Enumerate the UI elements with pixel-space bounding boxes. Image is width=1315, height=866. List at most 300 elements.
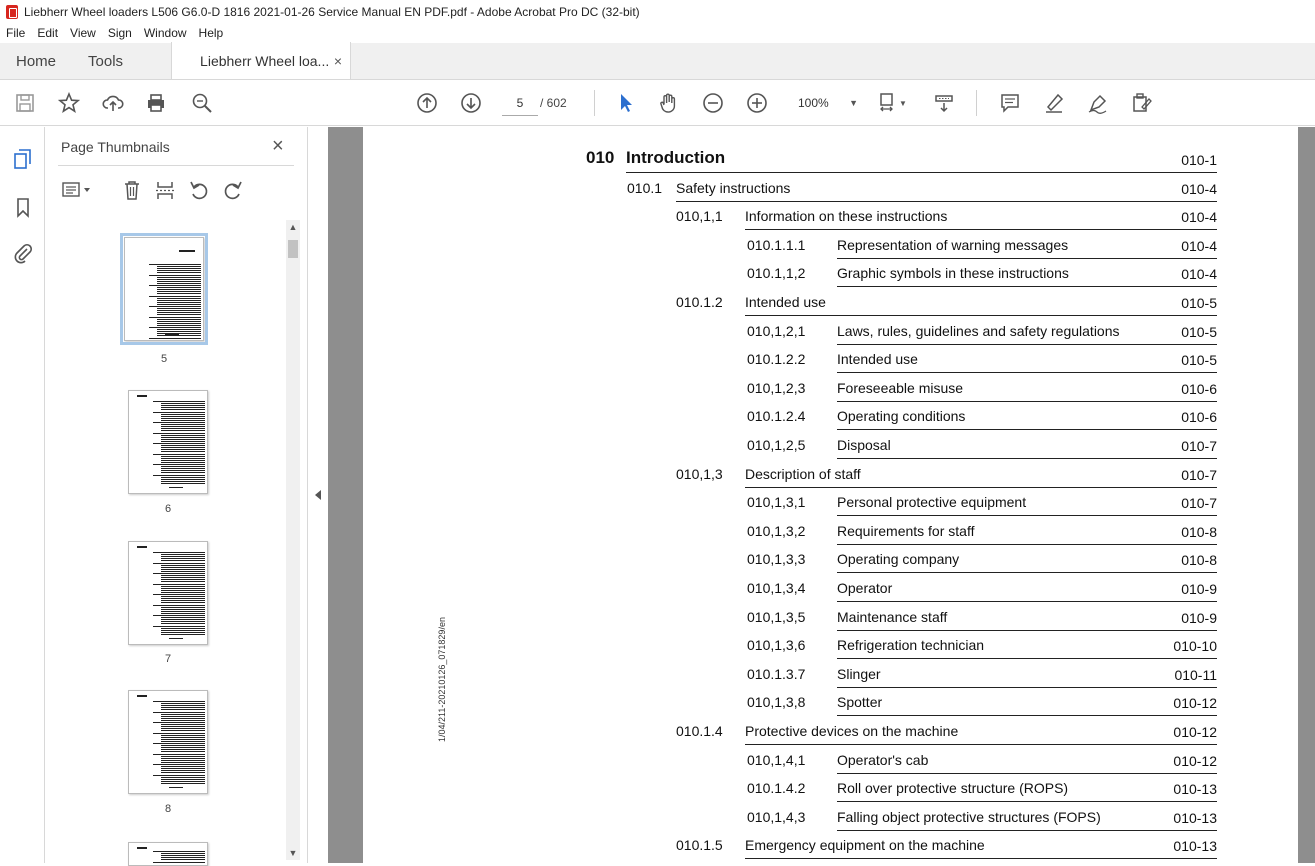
thumbnail-text-line xyxy=(161,724,205,725)
thumbnail-text-line xyxy=(161,623,205,624)
chevron-down-icon[interactable]: ▼ xyxy=(899,98,907,108)
thumbnail-text-line xyxy=(161,414,205,415)
thumbnail-text-line xyxy=(169,487,183,488)
thumbnail-text-line xyxy=(161,554,205,555)
toc-entry-title[interactable]: Falling object protective structures (FOPS) xyxy=(837,808,1101,825)
menu-window[interactable]: Window xyxy=(143,26,187,40)
thumbnail-text-line xyxy=(161,447,205,448)
acrobat-icon xyxy=(6,5,18,19)
toc-entry-page: 010-4 xyxy=(1181,266,1217,283)
thumbnails-panel xyxy=(46,127,307,863)
toc-entry-title[interactable]: Protective devices on the machine xyxy=(745,723,959,739)
thumbnail-text-line xyxy=(161,745,205,746)
star-icon[interactable] xyxy=(55,89,83,117)
toc-entry-page: 010-9 xyxy=(1181,581,1217,597)
thumbnail-text-line xyxy=(157,331,201,332)
page-thumbnail[interactable] xyxy=(128,541,208,645)
toc-entry-rule xyxy=(837,544,1217,545)
thumbnail-text-line xyxy=(157,323,201,324)
toc-entry-rule xyxy=(837,630,1217,631)
thumbnail-text-line xyxy=(161,590,205,591)
thumbnail-text-line xyxy=(161,853,205,854)
toc-entry-page: 010-8 xyxy=(1181,523,1217,540)
thumbnail-text-line xyxy=(161,779,205,780)
thumbnail-text-line xyxy=(153,626,205,627)
toc-entry-page: 010-5 xyxy=(1181,323,1217,340)
toc-entry-rule xyxy=(837,658,1217,659)
thumbnail-text-line xyxy=(161,477,205,478)
thumbnail-text-line xyxy=(161,569,205,570)
thumbnail-text-line xyxy=(161,634,205,635)
toc-entry-title[interactable]: Roll over protective structure (ROPS) xyxy=(837,780,1069,797)
tab-close-icon[interactable]: × xyxy=(333,52,343,69)
thumbnail-text-line xyxy=(161,760,205,761)
thumbnail-text-line xyxy=(157,329,201,330)
panel-collapse-handle[interactable] xyxy=(307,127,328,863)
thumbnail-page-number: 6 xyxy=(164,503,172,515)
thumbnails-scrollbar[interactable] xyxy=(286,220,300,860)
thumbnail-text-line xyxy=(169,638,183,639)
toc-entry-page: 010-5 xyxy=(1181,295,1217,311)
scroll-mode-icon[interactable] xyxy=(930,89,958,117)
toc-entry-rule xyxy=(837,515,1217,516)
toc-entry-title[interactable]: Intended use xyxy=(837,351,918,368)
thumbnail-text-line xyxy=(161,456,205,457)
thumbnail-page-number: 7 xyxy=(164,653,172,665)
thumbnail-text-line xyxy=(161,751,205,752)
window-title: Liebherr Wheel loaders L506 G6.0-D 1816 2021-01-26 Service Manual EN PDF.pdf - Adobe Acrobat Pro DC (32-bit) xyxy=(24,4,640,19)
scroll-down-icon[interactable]: ▼ xyxy=(288,848,298,858)
menu-sign[interactable]: Sign xyxy=(107,26,132,40)
thumbnail-text-line xyxy=(161,472,205,473)
thumbnail-text-line xyxy=(161,611,205,612)
thumbnail-text-line xyxy=(137,695,147,697)
save-icon[interactable] xyxy=(11,89,39,117)
toc-entry-page: 010-7 xyxy=(1181,438,1217,454)
thumbnail-text-line xyxy=(153,754,205,755)
thumbnail-text-line xyxy=(149,306,201,307)
toc-entry-title[interactable]: Operator's cab xyxy=(837,751,929,768)
thumbnail-text-line xyxy=(157,300,201,301)
thumbnail-text-line xyxy=(153,563,205,564)
toc-entry-number: 010,1,4,3 xyxy=(747,808,806,825)
thumbnail-text-line xyxy=(161,577,205,578)
toc-entry-title[interactable]: Emergency equipment on the machine xyxy=(745,837,985,854)
thumbnail-text-line xyxy=(169,787,183,788)
menu-edit[interactable]: Edit xyxy=(37,26,59,40)
scroll-up-icon[interactable]: ▲ xyxy=(288,222,298,232)
thumbnail-text-line xyxy=(153,594,205,595)
thumbnail-text-line xyxy=(161,409,205,410)
document-view[interactable] xyxy=(328,127,1315,863)
thumbnail-text-line xyxy=(153,851,205,852)
thumbnail-text-line xyxy=(161,718,205,719)
toc-entry-number: 010,1,2,3 xyxy=(747,379,806,396)
thumbnail-text-line xyxy=(153,464,205,465)
thumbnail-text-line xyxy=(161,462,205,463)
thumbnail-text-line xyxy=(161,451,205,452)
toc-entry-number: 010.1.3.7 xyxy=(747,665,806,682)
thumbnail-text-line xyxy=(161,428,205,429)
thumbnail-text-line xyxy=(161,617,205,618)
toc-entry-number: 010,1,3,8 xyxy=(747,694,806,711)
tab-bar xyxy=(0,43,1315,80)
toc-entry-number: 010,1,3,6 xyxy=(747,637,806,654)
thumbnail-text-line xyxy=(153,552,205,553)
sign-pen-icon[interactable] xyxy=(1084,89,1112,117)
attachment-icon[interactable] xyxy=(11,241,35,265)
thumbnail-text-line xyxy=(149,275,201,276)
toc-entry-title[interactable]: Intended use xyxy=(745,294,826,310)
thumbnail-text-line xyxy=(161,596,205,597)
toc-entry-title[interactable]: Personal protective equipment xyxy=(837,494,1027,511)
thumbnail-text-line xyxy=(157,272,201,273)
hand-tool-icon[interactable] xyxy=(655,89,683,117)
thumbnail-text-line xyxy=(161,630,205,631)
highlight-pen-icon[interactable] xyxy=(1040,89,1068,117)
thumbnail-text-line xyxy=(161,470,205,471)
tab-home[interactable]: Home xyxy=(16,52,57,70)
thumbnail-text-line xyxy=(153,862,205,863)
toc-entry-number: 010,1,3,5 xyxy=(747,608,806,625)
toc-entry-title[interactable]: Operator xyxy=(837,580,893,596)
thumbnail-text-line xyxy=(161,483,205,484)
menu-file[interactable]: File xyxy=(6,26,26,40)
thumbnail-text-line xyxy=(161,481,205,482)
thumbnail-text-line xyxy=(153,401,205,402)
thumbnail-text-line xyxy=(153,775,205,776)
thumbnail-text-line xyxy=(153,584,205,585)
toolbar-divider xyxy=(976,90,977,116)
toc-entry-page: 010-4 xyxy=(1181,180,1217,197)
thumbnail-text-line xyxy=(153,412,205,413)
thumbnail-text-line xyxy=(161,571,205,572)
page-thumbnail[interactable] xyxy=(128,390,208,494)
thumbnail-text-line xyxy=(153,712,205,713)
thumbnail-text-line xyxy=(161,598,205,599)
thumbnail-text-line xyxy=(157,304,201,305)
thumbnail-text-line xyxy=(153,443,205,444)
toc-entry-page: 010-13 xyxy=(1173,809,1217,826)
thumbnail-text-line xyxy=(161,632,205,633)
thumbnail-text-line xyxy=(161,458,205,459)
toc-entry-rule xyxy=(837,429,1217,430)
toc-entry-title[interactable]: Maintenance staff xyxy=(837,608,948,625)
toc-entry-page: 010-9 xyxy=(1181,609,1217,626)
thumbnail-text-line xyxy=(161,468,205,469)
thumbnail-text-line xyxy=(161,720,205,721)
thumbnail-text-line xyxy=(153,722,205,723)
thumbnail-text-line xyxy=(161,565,205,566)
thumbnail-text-line xyxy=(153,605,205,606)
thumbnail-page-number: 5 xyxy=(160,353,168,365)
thumbnail-text-line xyxy=(161,628,205,629)
toc-entry-page: 010-4 xyxy=(1181,237,1217,254)
toc-entry-rule xyxy=(626,172,1217,173)
thumbnail-text-line xyxy=(161,859,205,860)
pdf-page xyxy=(363,127,1298,863)
page-number-input[interactable]: 5 xyxy=(502,90,538,116)
toc-entry-page: 010-10 xyxy=(1173,638,1217,655)
toc-entry-title[interactable]: Introduction xyxy=(626,148,726,167)
thumbnail-text-line xyxy=(161,430,205,431)
thumbnail-text-line xyxy=(157,333,201,334)
thumbnail-text-line xyxy=(157,289,201,290)
thumbnail-text-line xyxy=(149,317,201,318)
toc-entry-title[interactable]: Spotter xyxy=(837,694,883,711)
thumbnail-text-line xyxy=(161,703,205,704)
scrollbar-track[interactable] xyxy=(286,220,300,860)
toc-entry-title[interactable]: Representation of warning messages xyxy=(837,236,1069,253)
thumbnail-text-line xyxy=(161,586,205,587)
thumbnail-text-line xyxy=(153,422,205,423)
extract-pages-icon[interactable] xyxy=(152,177,178,203)
toc-entry-page: 010-13 xyxy=(1173,838,1217,855)
toc-entry-page: 010-11 xyxy=(1174,666,1217,683)
page-thumbnail[interactable] xyxy=(128,842,208,866)
zoom-select[interactable] xyxy=(790,90,858,116)
toc-entry-page: 010-12 xyxy=(1173,724,1217,740)
toc-entry-number: 010.1.2 xyxy=(676,294,723,310)
tab-tools[interactable]: Tools xyxy=(88,52,124,70)
thumbnail-text-line xyxy=(157,291,201,292)
thumbnail-text-line xyxy=(161,602,205,603)
thumbnail-text-line xyxy=(161,579,205,580)
thumbnail-text-line xyxy=(161,707,205,708)
thumbnail-text-line xyxy=(153,743,205,744)
thumbnail-text-line xyxy=(161,855,205,856)
menu-help[interactable]: Help xyxy=(198,26,224,40)
toc-entry-number: 010,1,3,2 xyxy=(747,522,806,539)
menu-bar xyxy=(0,23,1315,43)
title-bar xyxy=(0,0,1315,23)
fill-sign-icon[interactable] xyxy=(1128,89,1156,117)
toc-entry-number: 010,1,3,1 xyxy=(747,494,806,511)
menu-view[interactable]: View xyxy=(70,26,96,40)
thumbnail-text-line xyxy=(161,420,205,421)
toc-entry-number: 010,1,3,4 xyxy=(747,580,806,596)
tab-document-label: Liebherr Wheel loa... xyxy=(200,52,330,69)
zoom-out-icon[interactable] xyxy=(699,89,727,117)
toc-entry-title[interactable]: Operating conditions xyxy=(837,408,966,425)
thumbnail-text-line xyxy=(161,567,205,568)
thumbnail-text-line xyxy=(161,747,205,748)
toc-entry-page: 010-1 xyxy=(1181,152,1217,168)
thumbnail-text-line xyxy=(161,737,205,738)
thumbnail-text-line xyxy=(161,705,205,706)
thumbnail-text-line xyxy=(161,728,205,729)
thumbnail-text-line xyxy=(161,709,205,710)
delete-icon[interactable] xyxy=(119,177,145,203)
next-page-icon[interactable] xyxy=(457,89,485,117)
thumbnail-text-line xyxy=(153,615,205,616)
toc-entry-title[interactable]: Safety instructions xyxy=(676,179,791,196)
thumbnail-text-line xyxy=(161,575,205,576)
toc-entry-number: 010.1.5 xyxy=(676,837,723,854)
thumbnail-text-line xyxy=(161,556,205,557)
divider xyxy=(58,165,294,166)
toc-entry-number: 010.1 xyxy=(627,179,663,196)
thumbnail-text-line xyxy=(165,334,179,335)
thumbnail-text-line xyxy=(161,437,205,438)
thumbnail-text-line xyxy=(149,285,201,286)
thumbnail-text-line xyxy=(161,762,205,763)
thumbnail-text-line xyxy=(157,298,201,299)
left-rail xyxy=(0,127,45,863)
toc-entry-page: 010-12 xyxy=(1173,752,1217,769)
toc-entry-page: 010-6 xyxy=(1181,409,1217,426)
thumbnail-text-line xyxy=(161,418,205,419)
thumbnail-text-line xyxy=(161,857,205,858)
toc-entry-title[interactable]: Operating company xyxy=(837,551,960,568)
toc-entry-number: 010,1,3 xyxy=(676,465,723,482)
thumbnail-text-line xyxy=(157,283,201,284)
thumbnail-text-line xyxy=(157,277,201,278)
thumbnail-text-line xyxy=(157,312,201,313)
toc-entry-title[interactable]: Information on these instructions xyxy=(745,208,948,225)
page-thumbnails-icon[interactable] xyxy=(11,147,35,171)
page-thumbnail[interactable] xyxy=(124,237,204,341)
toc-entry-rule xyxy=(745,315,1217,316)
main-toolbar xyxy=(0,80,1315,126)
thumbnail-text-line xyxy=(157,310,201,311)
comment-icon[interactable] xyxy=(996,89,1024,117)
thumbnail-text-line xyxy=(161,449,205,450)
zoom-value: 100% xyxy=(798,96,829,110)
thumbnail-text-line xyxy=(153,764,205,765)
toc-entry-rule xyxy=(837,258,1217,259)
toc-entry-number: 010.1.4 xyxy=(676,723,723,739)
thumbnail-text-line xyxy=(161,445,205,446)
toc-entry-rule xyxy=(676,201,1217,202)
thumbnail-text-line xyxy=(161,749,205,750)
bookmark-icon[interactable] xyxy=(11,195,35,219)
toc-entry-title[interactable]: Refrigeration technician xyxy=(837,637,985,654)
thumbnail-text-line xyxy=(161,766,205,767)
thumbnail-text-line xyxy=(153,454,205,455)
thumbnail-text-line xyxy=(161,714,205,715)
thumbnail-text-line xyxy=(161,407,205,408)
toc-entry-rule xyxy=(837,601,1217,602)
zoom-in-icon[interactable] xyxy=(743,89,771,117)
thumbnail-text-line xyxy=(149,296,201,297)
thumbnail-text-line xyxy=(161,768,205,769)
toc-entry-title[interactable]: Description of staff xyxy=(745,465,861,482)
chevron-down-icon: ▼ xyxy=(849,98,858,108)
options-menu-icon[interactable] xyxy=(59,177,95,203)
toc-entry-title[interactable]: Slinger xyxy=(837,665,881,682)
toc-entry-title[interactable]: Disposal xyxy=(837,437,891,453)
thumbnail-text-line xyxy=(149,327,201,328)
thumbnail-text-line xyxy=(157,287,201,288)
toc-entry-rule xyxy=(837,458,1217,459)
thumbnail-text-line xyxy=(161,439,205,440)
rotate-counterclockwise-icon[interactable] xyxy=(186,177,212,203)
thumbnail-text-line xyxy=(161,435,205,436)
toc-entry-number: 010.1.2.4 xyxy=(747,408,806,425)
toc-entry-page: 010-6 xyxy=(1181,380,1217,397)
tab-document[interactable] xyxy=(171,42,351,79)
thumbnail-text-line xyxy=(161,592,205,593)
thumbnail-text-line xyxy=(161,424,205,425)
thumbnail-text-line xyxy=(161,777,205,778)
toc-entry-title[interactable]: Laws, rules, guidelines and safety regulations xyxy=(837,322,1120,339)
toc-entry-number: 010 xyxy=(586,148,615,167)
thumbnail-text-line xyxy=(161,716,205,717)
toc-entry-rule xyxy=(837,773,1217,774)
thumbnail-text-line xyxy=(161,600,205,601)
thumbnail-text-line xyxy=(161,558,205,559)
close-icon[interactable]: × xyxy=(272,135,284,157)
zoom-search-icon[interactable] xyxy=(188,89,216,117)
thumbnail-text-line xyxy=(161,741,205,742)
rotate-clockwise-icon[interactable] xyxy=(220,177,246,203)
thumbnail-text-line xyxy=(157,321,201,322)
thumbnail-text-line xyxy=(157,279,201,280)
previous-page-icon[interactable] xyxy=(413,89,441,117)
toc-entry-number: 010,1,2,5 xyxy=(747,437,806,453)
toc-entry-page: 010-7 xyxy=(1181,466,1217,483)
thumbnail-text-line xyxy=(161,609,205,610)
toc-entry-page: 010-7 xyxy=(1181,495,1217,512)
thumbnail-text-line xyxy=(161,770,205,771)
collapse-arrow-icon xyxy=(315,490,321,500)
toc-entry-rule xyxy=(837,715,1217,716)
thumbnail-text-line xyxy=(157,270,201,271)
thumbnail-text-line xyxy=(161,607,205,608)
thumbnail-text-line xyxy=(137,546,147,548)
thumbnail-text-line xyxy=(161,460,205,461)
toc-entry-page: 010-5 xyxy=(1181,352,1217,369)
thumbnail-text-line xyxy=(161,781,205,782)
thumbnail-text-line xyxy=(161,756,205,757)
toc-entry-number: 010.1.2.2 xyxy=(747,351,806,368)
thumbnail-text-line xyxy=(157,281,201,282)
toc-entry-number: 010.1,1,2 xyxy=(747,265,806,282)
thumbnail-text-line xyxy=(161,426,205,427)
toc-entry-number: 010,1,4,1 xyxy=(747,751,806,768)
thumbnail-text-line xyxy=(161,405,205,406)
toc-entry-rule xyxy=(837,401,1217,402)
toc-entry-title[interactable]: Requirements for staff xyxy=(837,522,975,539)
thumbnail-text-line xyxy=(161,403,205,404)
thumbnail-text-line xyxy=(161,772,205,773)
toc-entry-number: 010,1,2,1 xyxy=(747,322,806,339)
toc-entry-title[interactable]: Graphic symbols in these instructions xyxy=(837,265,1069,282)
thumbnail-text-line xyxy=(157,325,201,326)
toc-entry-rule xyxy=(745,858,1217,859)
thumbnail-text-line xyxy=(161,730,205,731)
thumbnail-text-line xyxy=(153,701,205,702)
thumbnail-text-line xyxy=(161,466,205,467)
scrollbar-thumb[interactable] xyxy=(288,240,298,258)
thumbnail-text-line xyxy=(161,758,205,759)
page-total: / 602 xyxy=(540,96,567,110)
toc-entry-rule xyxy=(745,744,1217,745)
toc-entry-rule xyxy=(837,830,1217,831)
panel-title: Page Thumbnails xyxy=(61,139,170,155)
select-cursor-icon[interactable] xyxy=(612,89,640,117)
toc-entry-page: 010-13 xyxy=(1173,781,1217,798)
thumbnail-text-line xyxy=(161,613,205,614)
cloud-upload-icon[interactable] xyxy=(99,89,127,117)
toc-entry-title[interactable]: Foreseeable misuse xyxy=(837,379,964,396)
thumbnail-text-line xyxy=(161,581,205,582)
page-thumbnail[interactable] xyxy=(128,690,208,794)
print-icon[interactable] xyxy=(142,89,170,117)
toc-entry-rule xyxy=(745,229,1217,230)
thumbnail-text-line xyxy=(157,266,201,267)
